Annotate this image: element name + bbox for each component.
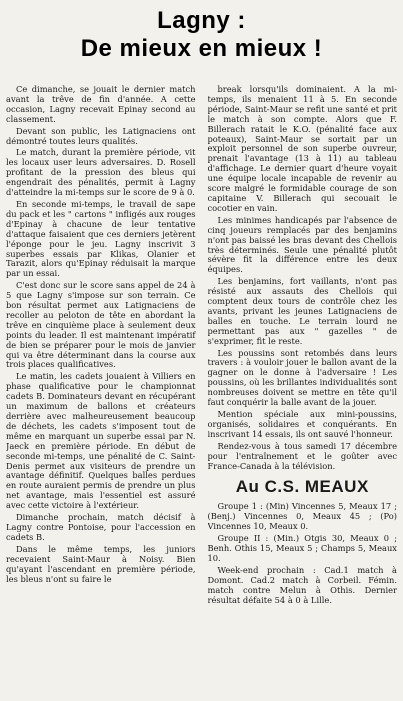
paragraph: break lorsqu'ils dominaient. A la mi-temps, ils menaient 11 à 5. En seconde période, Saint-Maur se refit une santé et prit le match à son compte. Alors que F. Billerach ratait le K.O. (pénalité face aux poteaux), Saint-Maur se sortait par un exploit personnel de son superbe ouvreur, prenait l'avantage (13 à 11) au tableau d'affichage. Le dernier quart d'heure voyait une équipe locale incapable de revenir au score malgré le formidable courage de son capitaine V. Billerach qui secouait le cocotier en vain.: [207, 85, 397, 213]
headline: [0, 9, 403, 61]
paragraph: Les minimes handicapés par l'absence de cinq joueurs remplacés par des benjamins n'ont pas baissé les bras devant des Chellois très déterminés. Seule une pénalité plutôt sévère fit la différence entre les deux équipes.: [207, 214, 397, 275]
right-column: [208, 85, 398, 693]
paragraph: C'est donc sur le score sans appel de 24 à 5 que Lagny s'impose sur son terrain. Ce bon résultat permet aux Latignaciens de recoller au peloton de tête en abordant la trêve en cinquième place à seulement deux points du leader. Il est maintenant impératif de bien se préparer pour le mois de janvier qui va être déterminant dans la course aux trois places qualificatives.: [6, 280, 196, 370]
paragraph: Devant son public, les Latignaciens ont démontré toutes leurs qualités.: [6, 125, 196, 146]
paragraph: Week-end prochain : Cad.1 match à Domont. Cad.2 match à Corbeil. Fémin. match contre Melun à Othis. Dernier résultat défaite 54 à 0 à Lille.: [207, 564, 397, 605]
paragraph: Les benjamins, fort vaillants, n'ont pas résisté aux assauts des Chellois qui comptent deux tours de contrôle chez les avants, privant les jeunes Latignaciens de balles en touche. Le terrain lourd ne permettant pas aux " gazelles " de s'exprimer, fit le reste.: [207, 276, 397, 346]
article-body: [6, 85, 397, 693]
section-heading: Au C.S. MEAUX: [235, 477, 369, 497]
paragraph: Ce dimanche, se jouait le dernier match avant la trêve de fin d'année. A cette occasion, Lagny recevait Epinay second au classement.: [6, 85, 196, 124]
paragraph: Dans le même temps, les juniors recevaient Saint-Maur à Noisy. Bien qu'ayant l'ascendant en première période, les bleus n'ont su faire le: [6, 543, 196, 584]
paragraph: Le match, durant la première période, vit les locaux user leurs adversaires. D. Rosell profitant de la pression des bleus qui engendrait des pénalités, permit à Lagny d'atteindre la mi-temps sur le score de 9 à 0.: [6, 147, 196, 198]
paragraph: Mention spéciale aux mini-poussins, organisés, solidaires et conquérants. En inscrivant 14 essais, ils ont sauvé l'honneur.: [207, 409, 397, 439]
paragraph: Groupe 1 : (Min) Vincennes 5, Meaux 17 ; (Benj.) Vincennes 0, Meaux 45 ; (Po) Vincennes 10, Meaux 0.: [207, 501, 397, 532]
paragraph: En seconde mi-temps, le travail de sape du pack et les " cartons " infligés aux rouges d'Epinay à chacune de leur tentative d'attaque faisaient que ces derniers jetèrent l'éponge pour le jeu. Lagny inscrivit 3 superbes essais par Klikas, Olanier et Tarazit, alors qu'Epinay réduisait la marque par un essai.: [6, 198, 196, 279]
paragraph: Rendez-vous à tous samedi 17 décembre pour l'entraînement et le goûter avec France-Canada à la télévision.: [207, 440, 397, 471]
left-column: [6, 85, 196, 693]
paragraph: Le matin, les cadets jouaient à Villiers en phase qualificative pour le championnat cadets B. Dominateurs devant en récupérant un maximum de ballons et créateurs derrière avec malheureusement beaucoup de déchets, les cadets s'imposent tout de même en marquant un superbe essai par N. Jaeck en première période. En début de seconde mi-temps, une pénalité de C. Saint-Denis permet aux visiteurs de prendre un avantage définitif. Quelques balles perdues en route auraient permis de prendre un plus net avantage, mais l'essentiel est assuré avec cette victoire à l'extérieur.: [6, 371, 196, 511]
headline-line-2: De mieux en mieux !: [80, 35, 323, 62]
paragraph: Dimanche prochain, match décisif à Lagny contre Pontoise, pour l'accession en cadets B.: [6, 512, 196, 542]
paragraph: Groupe II : (Min.) Otgis 30, Meaux 0 ; Benh. Othis 15, Meaux 5 ; Champs 5, Meaux 10.: [207, 533, 397, 563]
headline-line-1: Lagny :: [157, 7, 246, 34]
paragraph: Les poussins sont retombés dans leurs travers : à vouloir jouer le ballon avant de la gagner on le donne à l'adversaire ! Les poussins, où les brillantes individualités sont nombreuses doivent se mettre en tête qu'il faut conquérir la balle avant de la jouer.: [207, 347, 397, 408]
